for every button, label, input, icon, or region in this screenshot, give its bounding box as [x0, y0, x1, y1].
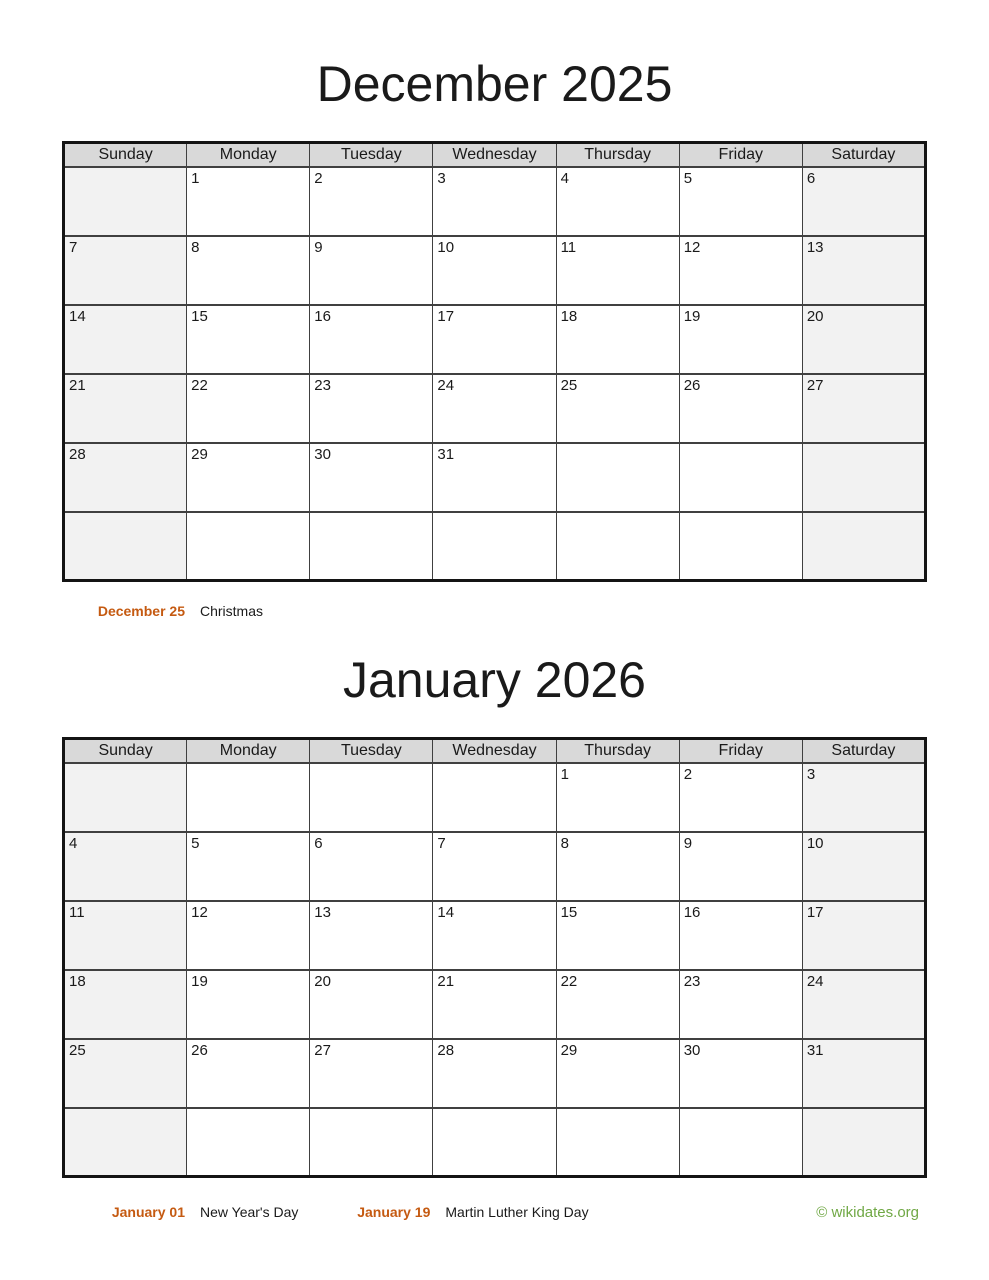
day-cell: 12	[679, 236, 802, 305]
weekday-header-thursday: Thursday	[556, 143, 679, 167]
day-cell-empty	[310, 512, 433, 581]
weekday-header-friday: Friday	[679, 143, 802, 167]
day-cell: 2	[310, 167, 433, 236]
calendar-week-row	[64, 374, 926, 443]
calendar-week-row	[64, 1039, 926, 1108]
day-cell: 20	[310, 970, 433, 1039]
holiday-note-christmas	[62, 603, 263, 619]
page-footer	[62, 1204, 927, 1221]
day-cell: 31	[433, 443, 556, 512]
calendar-week-row	[64, 236, 926, 305]
weekday-header-row	[64, 739, 926, 763]
month-title-december: December 2025	[316, 56, 673, 112]
day-cell: 15	[187, 305, 310, 374]
holiday-note-mlk-day	[330, 1204, 588, 1220]
calendar-grid-january	[62, 737, 927, 1178]
day-cell: 20	[802, 305, 925, 374]
day-cell-empty	[679, 443, 802, 512]
day-cell: 19	[187, 970, 310, 1039]
day-cell: 24	[433, 374, 556, 443]
holiday-note-new-years-day	[62, 1204, 298, 1220]
day-cell: 16	[310, 305, 433, 374]
day-cell: 6	[310, 832, 433, 901]
weekday-header-sunday: Sunday	[64, 143, 187, 167]
day-cell-empty	[310, 1108, 433, 1177]
weekday-header-wednesday: Wednesday	[433, 143, 556, 167]
day-cell: 11	[64, 901, 187, 970]
weekday-header-saturday: Saturday	[802, 739, 925, 763]
day-cell-empty	[187, 512, 310, 581]
day-cell: 22	[187, 374, 310, 443]
calendar-week-row	[64, 167, 926, 236]
day-cell: 13	[802, 236, 925, 305]
weekday-header-saturday: Saturday	[802, 143, 925, 167]
day-cell: 28	[433, 1039, 556, 1108]
day-cell: 27	[310, 1039, 433, 1108]
holiday-label: Christmas	[200, 603, 264, 619]
day-cell: 14	[433, 901, 556, 970]
day-cell: 21	[64, 374, 187, 443]
day-cell: 26	[187, 1039, 310, 1108]
weekday-header-friday: Friday	[679, 739, 802, 763]
weekday-header-wednesday: Wednesday	[433, 739, 556, 763]
day-cell: 25	[556, 374, 679, 443]
december-holiday-notes	[62, 603, 927, 621]
weekday-header-tuesday: Tuesday	[310, 739, 433, 763]
weekday-header-monday: Monday	[187, 739, 310, 763]
day-cell-empty	[433, 512, 556, 581]
day-cell-empty	[187, 1108, 310, 1177]
day-cell-empty	[556, 1108, 679, 1177]
day-cell-empty	[556, 512, 679, 581]
day-cell: 10	[802, 832, 925, 901]
calendar-week-row	[64, 512, 926, 581]
day-cell: 14	[64, 305, 187, 374]
day-cell: 23	[310, 374, 433, 443]
day-cell: 29	[187, 443, 310, 512]
day-cell: 4	[64, 832, 187, 901]
day-cell: 8	[556, 832, 679, 901]
day-cell: 8	[187, 236, 310, 305]
calendar-week-row	[64, 305, 926, 374]
day-cell: 22	[556, 970, 679, 1039]
day-cell-empty	[802, 443, 925, 512]
day-cell: 23	[679, 970, 802, 1039]
day-cell: 4	[556, 167, 679, 236]
month-december-2025	[62, 56, 927, 621]
day-cell: 3	[802, 763, 925, 832]
day-cell: 1	[556, 763, 679, 832]
day-cell: 16	[679, 901, 802, 970]
day-cell: 7	[64, 236, 187, 305]
holiday-label: New Year's Day	[200, 1204, 299, 1220]
day-cell-empty	[556, 443, 679, 512]
day-cell: 12	[187, 901, 310, 970]
day-cell: 25	[64, 1039, 187, 1108]
day-cell: 11	[556, 236, 679, 305]
day-cell: 13	[310, 901, 433, 970]
day-cell: 7	[433, 832, 556, 901]
calendar-week-row	[64, 443, 926, 512]
day-cell: 19	[679, 305, 802, 374]
day-cell-empty	[679, 512, 802, 581]
calendar-week-row	[64, 970, 926, 1039]
day-cell-empty	[187, 763, 310, 832]
day-cell: 24	[802, 970, 925, 1039]
day-cell-empty	[433, 763, 556, 832]
day-cell: 27	[802, 374, 925, 443]
day-cell: 21	[433, 970, 556, 1039]
day-cell: 6	[802, 167, 925, 236]
day-cell: 17	[433, 305, 556, 374]
holiday-date: December 25	[97, 603, 185, 619]
month-january-2026	[62, 652, 927, 1178]
day-cell: 29	[556, 1039, 679, 1108]
day-cell: 17	[802, 901, 925, 970]
day-cell: 26	[679, 374, 802, 443]
month-title-january: January 2026	[342, 652, 646, 708]
day-cell: 10	[433, 236, 556, 305]
day-cell-empty	[64, 167, 187, 236]
day-cell-empty	[310, 763, 433, 832]
day-cell: 30	[310, 443, 433, 512]
day-cell-empty	[64, 1108, 187, 1177]
day-cell-empty	[802, 1108, 925, 1177]
calendar-week-row	[64, 832, 926, 901]
day-cell: 31	[802, 1039, 925, 1108]
calendar-week-row	[64, 763, 926, 832]
day-cell: 18	[64, 970, 187, 1039]
weekday-header-monday: Monday	[187, 143, 310, 167]
day-cell: 9	[679, 832, 802, 901]
calendar-week-row	[64, 1108, 926, 1177]
holiday-date: January 01	[111, 1204, 185, 1220]
day-cell-empty	[679, 1108, 802, 1177]
day-cell: 28	[64, 443, 187, 512]
calendar-week-row	[64, 901, 926, 970]
day-cell: 3	[433, 167, 556, 236]
day-cell-empty	[64, 763, 187, 832]
day-cell: 2	[679, 763, 802, 832]
day-cell: 18	[556, 305, 679, 374]
wikidates-copyright: © wikidates.org	[816, 1204, 919, 1221]
weekday-header-thursday: Thursday	[556, 739, 679, 763]
weekday-header-tuesday: Tuesday	[310, 143, 433, 167]
day-cell: 1	[187, 167, 310, 236]
day-cell-empty	[802, 512, 925, 581]
day-cell: 5	[187, 832, 310, 901]
calendar-grid-december	[62, 141, 927, 582]
day-cell: 5	[679, 167, 802, 236]
weekday-header-row	[64, 143, 926, 167]
day-cell: 15	[556, 901, 679, 970]
day-cell-empty	[64, 512, 187, 581]
weekday-header-sunday: Sunday	[64, 739, 187, 763]
day-cell: 9	[310, 236, 433, 305]
day-cell-empty	[433, 1108, 556, 1177]
holiday-date: January 19	[357, 1204, 431, 1220]
day-cell: 30	[679, 1039, 802, 1108]
holiday-label: Martin Luther King Day	[445, 1204, 589, 1220]
